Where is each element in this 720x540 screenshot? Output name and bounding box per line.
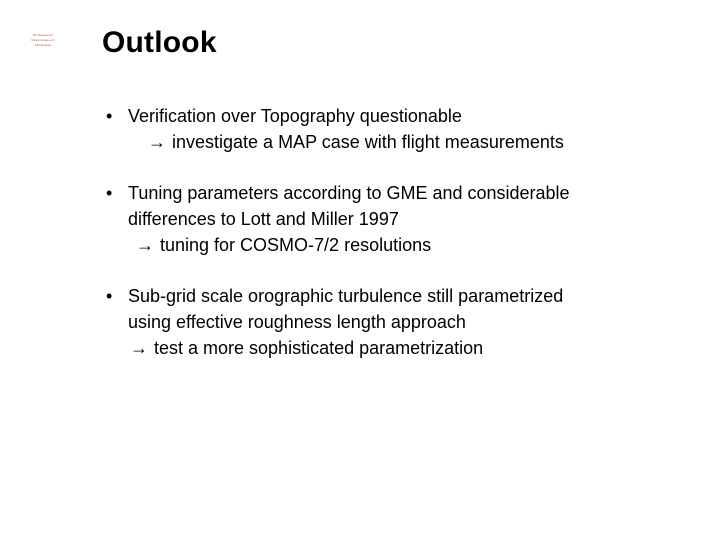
logo-line: Klimatologie xyxy=(34,43,52,47)
bullet-text: Tuning parameters according to GME and considerable xyxy=(128,183,570,203)
bullet-text: using effective roughness length approach xyxy=(128,312,466,332)
arrow-right-icon: → xyxy=(148,132,166,152)
logo-line: Meteorologie und xyxy=(31,38,55,42)
bullet-subpoint xyxy=(128,129,706,155)
bullet-subpoint xyxy=(128,232,706,258)
bullet-item xyxy=(106,180,706,258)
bullet-text: Verification over Topography questionable xyxy=(128,106,462,126)
logo-line: Bundesamt für xyxy=(33,33,53,37)
bullet-item xyxy=(106,283,706,361)
slide-title: Outlook xyxy=(102,26,217,59)
bullet-text: differences to Lott and Miller 1997 xyxy=(128,209,399,229)
bullet-dot: • xyxy=(106,183,113,203)
arrow-right-icon: → xyxy=(130,338,148,358)
bullet-subpoint xyxy=(128,335,706,361)
institution-logo xyxy=(26,33,60,48)
subpoint-text: investigate a MAP case with flight measurements xyxy=(172,132,564,152)
bullet-item xyxy=(106,103,706,155)
bullet-text: Sub-grid scale orographic turbulence still parametrized xyxy=(128,286,564,306)
bullet-list xyxy=(106,103,706,361)
bullet-dot: • xyxy=(106,286,113,306)
subpoint-text: test a more sophisticated parametrization xyxy=(154,338,484,358)
subpoint-text: tuning for COSMO-7/2 resolutions xyxy=(160,235,432,255)
bullet-dot: • xyxy=(106,106,113,126)
arrow-right-icon: → xyxy=(136,235,154,255)
